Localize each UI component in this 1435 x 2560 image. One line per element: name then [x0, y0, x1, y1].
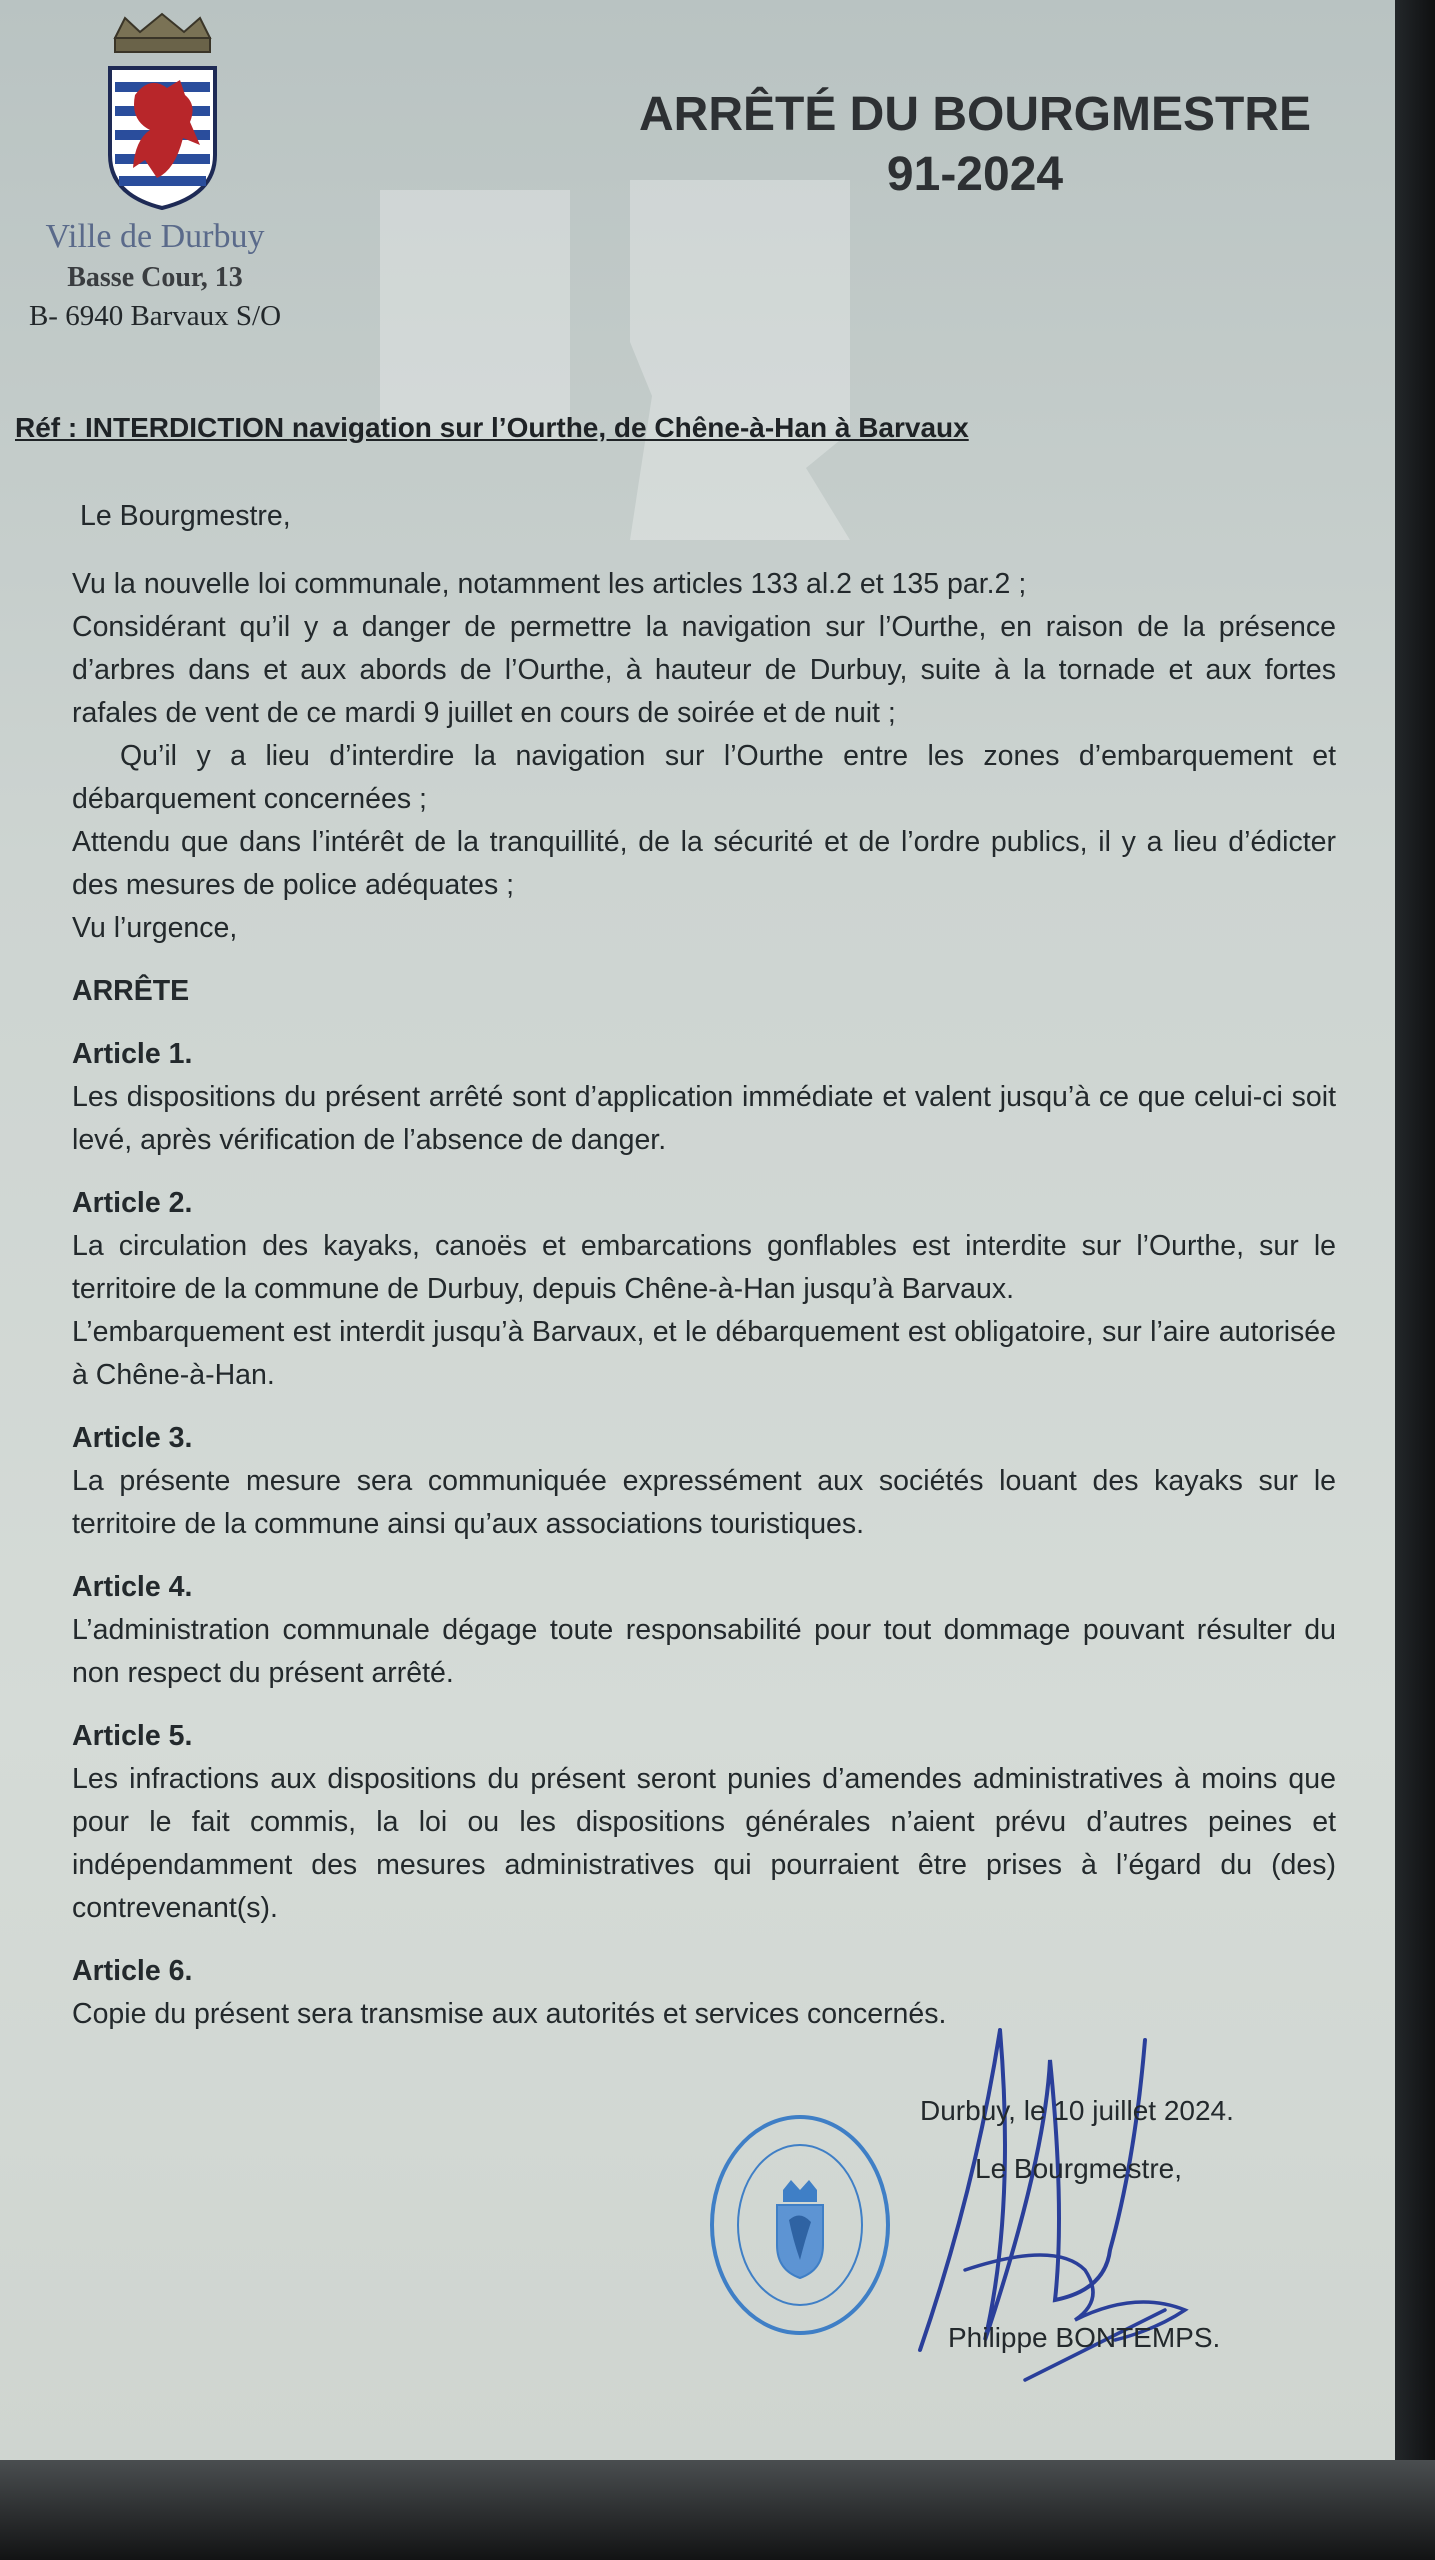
salutation: Le Bourgmestre,: [80, 500, 291, 532]
article-text: Les infractions aux dispositions du présent seront punies d’amendes administratives à moins que pour le fait commis, la loi ou les dispositions générales n’aient prévu d’autres peines et indépendamment des mesures administratives qui pourraient être prises à l’égard du (des) contrevenant(s).: [72, 1763, 1336, 1924]
municipal-stamp-icon: [705, 2110, 895, 2340]
consideration: Considérant qu’il y a danger de permettre la navigation sur l’Ourthe, en raison de la présence d’arbres dans et aux abords de l’Ourthe, à hauteur de Durbuy, suite à la tornade et aux fortes rafales de vent de ce mardi 9 juillet en cours de soirée et de nuit ;: [72, 611, 1336, 729]
document-body: [72, 495, 1336, 2036]
town-name: Ville de Durbuy: [45, 218, 265, 255]
article-text: Copie du présent sera transmise aux autorités et services concernés.: [72, 1998, 947, 2030]
article-title: Article 4.: [72, 1571, 193, 1603]
article-title: Article 1.: [72, 1038, 193, 1070]
article-title: Article 5.: [72, 1720, 193, 1752]
article-text: La circulation des kayaks, canoës et embarcations gonflables est interdite sur l’Ourthe, sur le territoire de la commune de Durbuy, depuis Chêne-à-Han jusqu’à Barvaux.: [72, 1230, 1336, 1305]
address-postal: B- 6940 Barvaux S/O: [28, 300, 282, 332]
signature-block: [920, 2082, 1234, 2198]
reference-line: Réf : INTERDICTION navigation sur l’Ourthe, de Chêne-à-Han à Barvaux: [15, 412, 969, 443]
consideration: Vu l’urgence,: [72, 912, 238, 944]
glass-reflection: [380, 190, 570, 440]
decision-heading: ARRÊTE: [72, 975, 190, 1007]
document-title: [580, 85, 1370, 205]
frame-edge-bottom: [0, 2460, 1435, 2560]
article-title: Article 3.: [72, 1422, 193, 1454]
article-text: La présente mesure sera communiquée expressément aux sociétés louant des kayaks sur le territoire de la commune ainsi qu’aux associations touristiques.: [72, 1465, 1336, 1540]
article-text: Les dispositions du présent arrêté sont d’application immédiate et valent jusqu’à ce que celui-ci soit levé, après vérification de l’absence de danger.: [72, 1081, 1336, 1156]
place-date: Durbuy, le 10 juillet 2024.: [920, 2095, 1234, 2126]
address-street: Basse Cour, 13: [67, 262, 243, 293]
article-text: L’embarquement est interdit jusqu’à Barvaux, et le débarquement est obligatoire, sur l’aire autorisée à Chêne-à-Han.: [72, 1316, 1336, 1391]
title-line2: 91-2024: [886, 148, 1064, 201]
consideration: Vu la nouvelle loi communale, notamment les articles 133 al.2 et 135 par.2 ;: [72, 568, 1027, 600]
article-title: Article 6.: [72, 1955, 193, 1987]
frame-edge-right: [1395, 0, 1435, 2560]
signatory-role: Le Bourgmestre,: [975, 2153, 1182, 2184]
town-address: [0, 218, 310, 333]
coat-of-arms-icon: [105, 10, 220, 210]
consideration: Qu’il y a lieu d’interdire la navigation sur l’Ourthe entre les zones d’embarquement et débarquement concernées ;: [72, 740, 1336, 815]
consideration: Attendu que dans l’intérêt de la tranquillité, de la sécurité et de l’ordre publics, il y a lieu d’édicter des mesures de police adéquates ;: [72, 826, 1336, 901]
signatory-name: Philippe BONTEMPS.: [948, 2322, 1221, 2353]
title-line1: ARRÊTÉ DU BOURGMESTRE: [638, 88, 1312, 141]
article-text: L’administration communale dégage toute responsabilité pour tout dommage pouvant résulter du non respect du présent arrêté.: [72, 1614, 1336, 1689]
article-title: Article 2.: [72, 1187, 193, 1219]
glass-reflection: [630, 180, 850, 540]
